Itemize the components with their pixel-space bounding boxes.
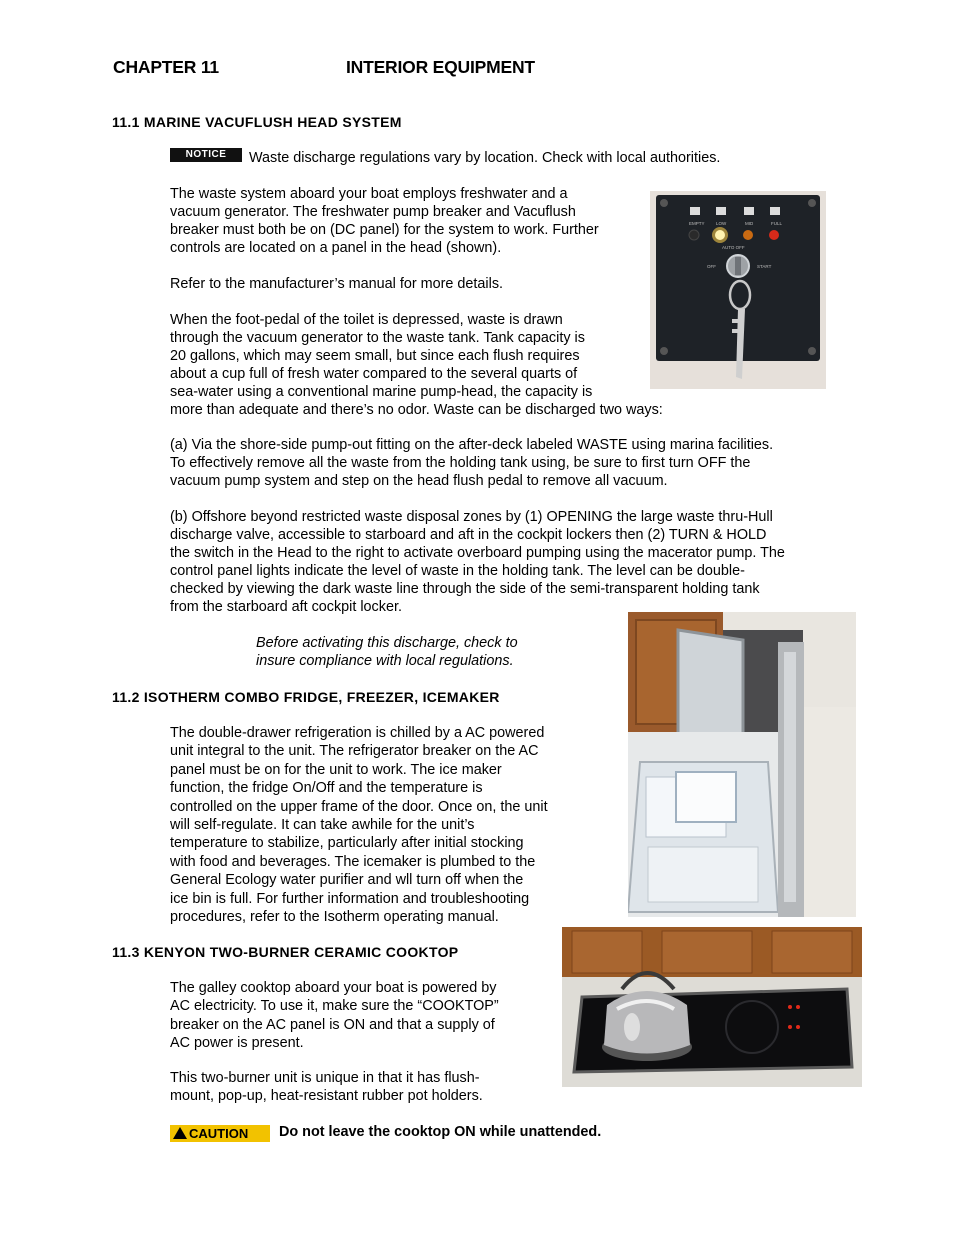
text-line: breaker on the AC panel is ON and that a supply of [170,1016,495,1033]
section-heading-fridge: 11.2 ISOTHERM COMBO FRIDGE, FREEZER, ICEMAKER [112,689,500,705]
text-line: 20 gallons, which may seem small, but since each flush requires [170,347,580,364]
text-line: The double-drawer refrigeration is chilled by a AC powered [170,725,545,741]
vacuflush-operation-paragraph [170,312,663,419]
text-line: This two-burner unit is unique in that it has flush- [170,1070,480,1086]
vacuflush-control-panel-photo [650,191,826,389]
text-line: insure compliance with local regulations. [256,652,514,669]
text-line: mount, pop-up, heat-resistant rubber pot holders. [170,1087,483,1104]
text-line: from the starboard aft cockpit locker. [170,598,402,615]
text-line: breaker must both be on (DC panel) for the system to work. Further [170,221,599,238]
caution-label [170,1125,270,1142]
caution-label-text: CAUTION [189,1126,249,1141]
panel-label-mid: MID [745,221,754,226]
text-line: the switch in the Head to the right to activate overboard pumping using the macerator pump. The [170,544,785,561]
text-line: temperature to stabilize, particularly after initial stocking [170,835,524,852]
chapter-title: INTERIOR EQUIPMENT [346,57,535,77]
cooktop-power-paragraph [170,979,499,1053]
text-line: about a cup full of fresh water compared to the several quarts of [170,365,578,382]
text-line: with food and beverages. The icemaker is plumbed to the [170,853,536,870]
chapter-number: CHAPTER 11 [113,57,219,77]
text-line: more than adequate and there’s no odor. Waste can be discharged two ways: [170,401,663,418]
text-line: vacuum generator. The freshwater pump breaker and Vacuflush [170,203,576,220]
text-line: The waste system aboard your boat employs freshwater and a [170,186,568,202]
text-line: through the vacuum generator to the waste tank. Tank capacity is [170,329,585,346]
cooktop-photo [562,927,862,1087]
panel-label-low: LOW [716,221,727,226]
panel-label-auto-off: AUTO OFF [722,245,745,250]
panel-label-empty: EMPTY [689,221,705,226]
manual-reference-text: Refer to the manufacturer’s manual for more details. [170,276,504,292]
text-line: ice bin is full. For further information and troubleshooting [170,890,530,907]
text-line: The galley cooktop aboard your boat is powered by [170,980,497,996]
text-line: panel must be on for the unit to work. The ice maker [170,761,502,778]
text-line: unit integral to the unit. The refrigerator breaker on the AC [170,743,539,760]
notice-text: Waste discharge regulations vary by location. Check with local authorities. [249,150,721,166]
notice-label: NOTICE [170,148,242,162]
text-line: function, the fridge On/Off and the temperature is [170,780,483,797]
vacuflush-intro-paragraph [170,186,599,258]
panel-label-start: START [757,264,772,269]
text-line: controlled on the upper frame of the door. Once on, the unit [170,798,548,815]
discharge-option-b-paragraph [170,509,785,616]
text-line: control panel lights indicate the level of waste in the holding tank. The level can be double- [170,562,745,579]
text-line: vacuum pump system and step on the head flush pedal to remove all vacuum. [170,472,668,489]
fridge-drawer-photo [628,612,856,917]
text-line: AC power is present. [170,1035,304,1052]
text-line: discharge valve, accessible to starboard and aft in the cockpit lockers then (2) TURN & HOLD [170,526,767,543]
text-line: procedures, refer to the Isotherm operating manual. [170,909,499,926]
text-line: checked by viewing the dark waste line through the side of the semi-transparent holding tank [170,580,760,597]
fridge-description-paragraph [170,724,548,926]
warning-triangle-icon [173,1127,187,1139]
text-line: Before activating this discharge, check to [256,635,518,651]
text-line: sea-water using a conventional marine pump-head, the capacity is [170,383,593,400]
section-heading-vacuflush: 11.1 MARINE VACUFLUSH HEAD SYSTEM [112,114,402,130]
text-line: will self-regulate. It can take awhile for the unit’s [170,817,475,834]
panel-label-full: FULL [771,221,783,226]
section-heading-cooktop: 11.3 KENYON TWO-BURNER CERAMIC COOKTOP [112,944,459,960]
discharge-compliance-note [256,635,518,670]
text-line: (a) Via the shore-side pump-out fitting on the after-deck labeled WASTE using marina facilities. [170,437,774,453]
text-line: To effectively remove all the waste from the holding tank using, be sure to first turn OFF the [170,454,751,471]
caution-text: Do not leave the cooktop ON while unattended. [279,1124,602,1140]
text-line: (b) Offshore beyond restricted waste disposal zones by (1) OPENING the large waste thru-Hull [170,509,773,525]
text-line: AC electricity. To use it, make sure the “COOKTOP” [170,998,499,1015]
cooktop-potholder-paragraph [170,1070,483,1106]
panel-label-off: OFF [707,264,716,269]
discharge-option-a-paragraph [170,437,773,491]
text-line: controls are located on a panel in the head (shown). [170,239,502,256]
text-line: When the foot-pedal of the toilet is depressed, waste is drawn [170,312,563,328]
text-line: General Ecology water purifier and wll turn off when the [170,872,524,889]
